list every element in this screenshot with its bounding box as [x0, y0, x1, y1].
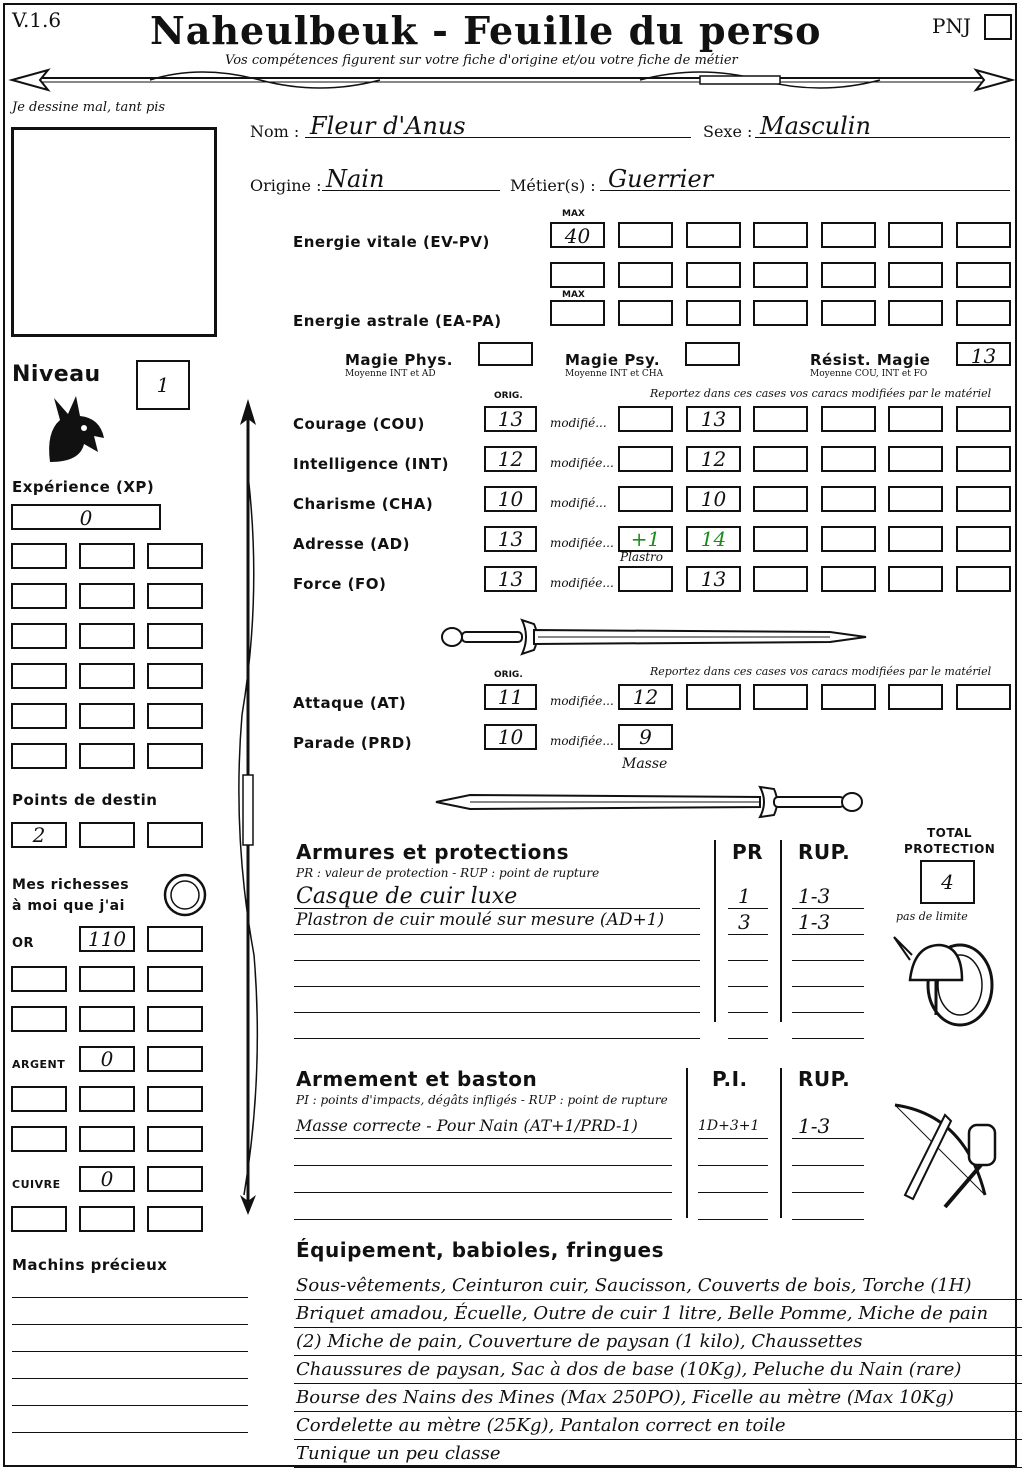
- ea-label: Energie astrale (EA-PA): [293, 312, 502, 330]
- destin-box[interactable]: 2: [11, 822, 67, 848]
- carac-mod-label: modifiée...: [550, 576, 614, 590]
- money-box[interactable]: [79, 966, 135, 992]
- carac-mod-note: Plastro: [620, 550, 664, 564]
- machins-line[interactable]: [12, 1432, 248, 1433]
- equipement-line[interactable]: [294, 1299, 1022, 1300]
- xp-grid-box[interactable]: [11, 743, 67, 769]
- armure-rup[interactable]: 1-3: [798, 884, 831, 908]
- xp-grid-box[interactable]: [147, 623, 203, 649]
- carac-extra-box[interactable]: [821, 486, 876, 512]
- sexe-underline: [755, 137, 1010, 138]
- equipement-text[interactable]: Tunique un peu classe: [296, 1443, 501, 1464]
- arme-rup-line: [792, 1192, 864, 1193]
- niveau-label: Niveau: [12, 362, 101, 387]
- carac-mod-box[interactable]: [618, 486, 673, 512]
- carac-extra-box[interactable]: [753, 446, 808, 472]
- armure-rup-line: [792, 908, 864, 909]
- carac-extra-box[interactable]: [753, 406, 808, 432]
- money-box[interactable]: [147, 1206, 203, 1232]
- armures-col-divider-2: [780, 840, 782, 1022]
- xp-grid-box[interactable]: [147, 743, 203, 769]
- carac-mod-label: modifiée...: [550, 456, 614, 470]
- armement-title: Armement et baston: [296, 1067, 538, 1091]
- xp-grid-box[interactable]: [11, 703, 67, 729]
- machins-line[interactable]: [12, 1405, 248, 1406]
- carac-extra-box[interactable]: [956, 406, 1011, 432]
- ev-box[interactable]: [888, 262, 943, 288]
- orig-label: ORIG.: [494, 391, 523, 401]
- portrait-box[interactable]: [11, 127, 217, 337]
- xp-grid-box[interactable]: [79, 543, 135, 569]
- ev-box[interactable]: [618, 222, 673, 248]
- xp-grid-box[interactable]: [11, 663, 67, 689]
- metier-underline: [600, 190, 1010, 191]
- resist-magie-box[interactable]: 13: [956, 342, 1011, 366]
- armure-pr-line: [728, 1012, 768, 1013]
- xp-grid-box[interactable]: [147, 583, 203, 609]
- armure-line[interactable]: [294, 1012, 700, 1013]
- ev-max-label: MAX: [562, 209, 585, 219]
- argent-label: ARGENT: [12, 1058, 66, 1071]
- origine-label: Origine :: [250, 176, 322, 195]
- money-box[interactable]: [11, 1206, 67, 1232]
- machins-line[interactable]: [12, 1378, 248, 1379]
- armures-rup-label: RUP.: [798, 840, 851, 864]
- total-label-1: TOTAL: [927, 826, 973, 840]
- destin-label: Points de destin: [12, 791, 158, 809]
- combat-extra-box[interactable]: [686, 684, 741, 710]
- equipement-line[interactable]: [294, 1439, 1022, 1440]
- armure-rup-line: [792, 934, 864, 935]
- or-box[interactable]: 110: [79, 926, 135, 952]
- ev-box[interactable]: [753, 222, 808, 248]
- xp-grid-box[interactable]: [79, 583, 135, 609]
- carac-label: Adresse (AD): [293, 535, 410, 553]
- armures-title: Armures et protections: [296, 840, 570, 864]
- armure-line[interactable]: [294, 1038, 700, 1039]
- magie-psy-note: Moyenne INT et CHA: [565, 369, 664, 379]
- xp-grid-box[interactable]: [79, 663, 135, 689]
- armure-rup[interactable]: 1-3: [798, 910, 831, 934]
- arme-line[interactable]: [294, 1219, 672, 1220]
- money-box[interactable]: [11, 966, 67, 992]
- origine-value[interactable]: Nain: [326, 165, 385, 193]
- xp-grid-box[interactable]: [79, 623, 135, 649]
- carac-extra-box[interactable]: [753, 566, 808, 592]
- argent-box[interactable]: [147, 1046, 203, 1072]
- metier-value[interactable]: Guerrier: [608, 165, 714, 193]
- crossed-weapons-icon: [885, 1095, 1005, 1215]
- ev-box[interactable]: [888, 222, 943, 248]
- ev-box[interactable]: [686, 222, 741, 248]
- carac-value-box[interactable]: 13: [686, 566, 741, 592]
- carac-extra-box[interactable]: [888, 566, 943, 592]
- armement-col-divider-1: [686, 1068, 688, 1218]
- equipement-line[interactable]: [294, 1383, 1022, 1384]
- richesses-label-1: Mes richesses: [12, 877, 130, 893]
- carac-mod-box[interactable]: [618, 446, 673, 472]
- armure-pr[interactable]: 3: [738, 910, 751, 934]
- carac-extra-box[interactable]: [956, 566, 1011, 592]
- magie-phys-note: Moyenne INT et AD: [345, 369, 436, 379]
- vertical-spear-icon: [228, 395, 268, 1235]
- carac-mod-box[interactable]: [618, 406, 673, 432]
- nom-underline: [305, 137, 691, 138]
- equipement-text[interactable]: (2) Miche de pain, Couverture de paysan (1 kilo), Chaussettes: [296, 1331, 863, 1352]
- combat-mod-label: modifiée...: [550, 694, 614, 708]
- magie-phys-label: Magie Phys.: [345, 351, 453, 369]
- ev-box[interactable]: [821, 262, 876, 288]
- carac-value-box[interactable]: 13: [686, 406, 741, 432]
- armure-name[interactable]: Casque de cuir luxe: [296, 884, 518, 909]
- carac-extra-box[interactable]: [888, 526, 943, 552]
- money-box[interactable]: [79, 1126, 135, 1152]
- armure-pr-line: [728, 908, 768, 909]
- armures-col-divider-1: [714, 840, 716, 1022]
- machins-label: Machins précieux: [12, 1256, 168, 1274]
- dragon-icon: [40, 392, 110, 467]
- combat-orig-box[interactable]: 11: [484, 684, 537, 710]
- combat-extra-box[interactable]: [821, 684, 876, 710]
- money-box[interactable]: [147, 1086, 203, 1112]
- ev-box[interactable]: [550, 262, 605, 288]
- ea-box[interactable]: [956, 300, 1011, 326]
- resist-magie-label: Résist. Magie: [810, 351, 931, 369]
- arme-line[interactable]: [294, 1165, 672, 1166]
- carac-extra-box[interactable]: [821, 406, 876, 432]
- equipement-text[interactable]: Cordelette au mètre (25Kg), Pantalon correct en toile: [296, 1415, 786, 1436]
- xp-grid-box[interactable]: [147, 663, 203, 689]
- ev-box[interactable]: [753, 262, 808, 288]
- carac-orig-box[interactable]: 13: [484, 526, 537, 552]
- carac-label: Force (FO): [293, 575, 387, 593]
- destin-box[interactable]: [79, 822, 135, 848]
- equipement-line[interactable]: [294, 1327, 1022, 1328]
- carac-extra-box[interactable]: [956, 446, 1011, 472]
- armure-pr[interactable]: 1: [738, 884, 751, 908]
- arme-line[interactable]: [294, 1192, 672, 1193]
- ea-max-box[interactable]: [550, 300, 605, 326]
- pr-label: PR: [732, 840, 764, 864]
- resist-magie-note: Moyenne COU, INT et FO: [810, 369, 928, 379]
- xp-grid-box[interactable]: [147, 543, 203, 569]
- equipement-line[interactable]: [294, 1355, 1022, 1356]
- carac-label: Intelligence (INT): [293, 455, 449, 473]
- coin-icon: [162, 872, 208, 918]
- arme-name[interactable]: Masse correcte - Pour Nain (AT+1/PRD-1): [296, 1116, 638, 1135]
- xp-label: Expérience (XP): [12, 478, 155, 496]
- metier-label: Métier(s) :: [510, 176, 596, 195]
- machins-line[interactable]: [12, 1351, 248, 1352]
- nom-label: Nom :: [250, 122, 300, 141]
- money-box[interactable]: [11, 1126, 67, 1152]
- magie-phys-box[interactable]: [478, 342, 533, 366]
- pnj-label: PNJ: [932, 14, 971, 38]
- xp-grid-box[interactable]: [79, 703, 135, 729]
- ea-max-label: MAX: [562, 290, 585, 300]
- destin-box[interactable]: [147, 822, 203, 848]
- origine-underline: [322, 190, 500, 191]
- page-title: Naheulbeuk - Feuille du perso: [150, 8, 822, 53]
- combat-orig-label: ORIG.: [494, 670, 523, 680]
- carac-value-box[interactable]: 10: [686, 486, 741, 512]
- ea-box[interactable]: [618, 300, 673, 326]
- sexe-label: Sexe :: [703, 122, 753, 141]
- combat-label: Attaque (AT): [293, 694, 407, 712]
- armure-name[interactable]: Plastron de cuir moulé sur mesure (AD+1): [296, 910, 665, 930]
- armure-line[interactable]: [294, 986, 700, 987]
- sword-icon: [430, 610, 870, 660]
- nom-value[interactable]: Fleur d'Anus: [310, 112, 466, 140]
- arme-rup-line: [792, 1219, 864, 1220]
- carac-extra-box[interactable]: [956, 486, 1011, 512]
- combat-extra-box[interactable]: [753, 684, 808, 710]
- cuivre-label: CUIVRE: [12, 1178, 61, 1191]
- carac-extra-box[interactable]: [821, 566, 876, 592]
- carac-orig-box[interactable]: 13: [484, 566, 537, 592]
- carac-mod-label: modifiée...: [550, 536, 614, 550]
- money-box[interactable]: [11, 1006, 67, 1032]
- ev-box[interactable]: [686, 262, 741, 288]
- armement-note: PI : points d'impacts, dégâts infligés - RUP : point de rupture: [296, 1093, 668, 1107]
- armure-rup-line: [792, 1012, 864, 1013]
- money-box[interactable]: [147, 1126, 203, 1152]
- ea-box[interactable]: [821, 300, 876, 326]
- xp-box[interactable]: 0: [11, 504, 161, 530]
- arme-rup-line: [792, 1165, 864, 1166]
- equipement-title: Équipement, babioles, fringues: [296, 1238, 665, 1262]
- armure-pr-line: [728, 986, 768, 987]
- combat-mod-box[interactable]: 9: [618, 724, 673, 750]
- version-label: V.1.6: [12, 8, 62, 32]
- ev-box[interactable]: [821, 222, 876, 248]
- carac-extra-box[interactable]: [821, 446, 876, 472]
- limit-note: pas de limite: [896, 910, 968, 923]
- armure-pr-line: [728, 1038, 768, 1039]
- equipement-text[interactable]: Chaussures de paysan, Sac à dos de base (10Kg), Peluche du Nain (rare): [296, 1359, 962, 1380]
- magie-psy-label: Magie Psy.: [565, 351, 661, 369]
- spear-divider-icon: [0, 0, 1024, 110]
- ev-label: Energie vitale (EV-PV): [293, 233, 490, 251]
- equipement-line[interactable]: [294, 1411, 1022, 1412]
- subtitle: Vos compétences figurent sur votre fiche d'origine et/ou votre fiche de métier: [225, 53, 738, 68]
- ev-box[interactable]: [618, 262, 673, 288]
- richesses-label-2: à moi que j'ai: [12, 898, 125, 914]
- money-box[interactable]: [147, 966, 203, 992]
- combat-extra-box[interactable]: [956, 684, 1011, 710]
- armure-pr-line: [728, 934, 768, 935]
- combat-mod-label: modifiée...: [550, 734, 614, 748]
- arme-pi-line: [698, 1192, 768, 1193]
- cuivre-box[interactable]: 0: [79, 1166, 135, 1192]
- carac-extra-box[interactable]: [888, 486, 943, 512]
- equipement-text[interactable]: Sous-vêtements, Ceinturon cuir, Saucisson, Couverts de bois, Torche (1H): [296, 1275, 972, 1296]
- portrait-caption: Je dessine mal, tant pis: [12, 100, 166, 115]
- money-box[interactable]: [11, 1086, 67, 1112]
- arme-pi[interactable]: 1D+3+1: [698, 1118, 760, 1134]
- ea-box[interactable]: [753, 300, 808, 326]
- xp-grid-box[interactable]: [11, 543, 67, 569]
- arme-rup-line: [792, 1138, 864, 1139]
- total-protection-box[interactable]: 4: [920, 860, 975, 904]
- carac-mod-label: modifié...: [550, 496, 607, 510]
- armure-rup-line: [792, 960, 864, 961]
- carac-value-box[interactable]: 12: [686, 446, 741, 472]
- arme-line[interactable]: [294, 1138, 672, 1139]
- equipement-text[interactable]: Briquet amadou, Écuelle, Outre de cuir 1 litre, Belle Pomme, Miche de pain: [296, 1303, 989, 1324]
- armure-line[interactable]: [294, 934, 700, 935]
- arme-rup[interactable]: 1-3: [798, 1114, 831, 1138]
- carac-label: Charisme (CHA): [293, 495, 434, 513]
- or-box[interactable]: [147, 926, 203, 952]
- xp-grid-box[interactable]: [11, 623, 67, 649]
- caracs-report-note: Reportez dans ces cases vos caracs modifiées par le matériel: [650, 387, 992, 400]
- carac-extra-box[interactable]: [821, 526, 876, 552]
- carac-label: Courage (COU): [293, 415, 425, 433]
- combat-mod-box[interactable]: 12: [618, 684, 673, 710]
- equipement-text[interactable]: Bourse des Nains des Mines (Max 250PO), Ficelle au mètre (Max 10Kg): [296, 1387, 954, 1408]
- combat-report-note: Reportez dans ces cases vos caracs modifiées par le matériel: [650, 665, 992, 678]
- carac-mod-box[interactable]: +1: [618, 526, 673, 552]
- combat-orig-box[interactable]: 10: [484, 724, 537, 750]
- machins-line[interactable]: [12, 1297, 248, 1298]
- carac-mod-label: modifié...: [550, 416, 607, 430]
- arme-pi-line: [698, 1138, 768, 1139]
- carac-extra-box[interactable]: [753, 486, 808, 512]
- ea-box[interactable]: [686, 300, 741, 326]
- armures-note: PR : valeur de protection - RUP : point de rupture: [296, 866, 600, 880]
- armure-line[interactable]: [294, 960, 700, 961]
- ea-box[interactable]: [888, 300, 943, 326]
- money-box[interactable]: [79, 1006, 135, 1032]
- helmet-shield-icon: [890, 925, 1000, 1035]
- money-box[interactable]: [147, 1006, 203, 1032]
- carac-extra-box[interactable]: [956, 526, 1011, 552]
- carac-mod-box[interactable]: [618, 566, 673, 592]
- combat-extra-box[interactable]: [888, 684, 943, 710]
- carac-orig-box[interactable]: 13: [484, 406, 537, 432]
- armement-rup-label: RUP.: [798, 1067, 851, 1091]
- carac-orig-box[interactable]: 12: [484, 446, 537, 472]
- ev-box[interactable]: [956, 262, 1011, 288]
- xp-grid-box[interactable]: [79, 743, 135, 769]
- pi-label: P.I.: [712, 1067, 748, 1091]
- sword-icon-2: [430, 775, 870, 825]
- argent-box[interactable]: 0: [79, 1046, 135, 1072]
- carac-orig-box[interactable]: 10: [484, 486, 537, 512]
- armure-rup-line: [792, 1038, 864, 1039]
- niveau-box[interactable]: 1: [136, 360, 190, 410]
- machins-line[interactable]: [12, 1324, 248, 1325]
- xp-grid-box[interactable]: [147, 703, 203, 729]
- xp-grid-box[interactable]: [11, 583, 67, 609]
- carac-value-box[interactable]: 14: [686, 526, 741, 552]
- ev-max-box[interactable]: 40: [550, 222, 605, 248]
- total-label-2: PROTECTION: [904, 842, 996, 856]
- cuivre-box[interactable]: [147, 1166, 203, 1192]
- magie-psy-box[interactable]: [685, 342, 740, 366]
- arme-pi-line: [698, 1219, 768, 1220]
- money-box[interactable]: [79, 1086, 135, 1112]
- armement-col-divider-2: [780, 1068, 782, 1218]
- equipement-line[interactable]: [294, 1467, 1022, 1468]
- armure-rup-line: [792, 986, 864, 987]
- masse-note: Masse: [622, 756, 668, 772]
- carac-extra-box[interactable]: [888, 406, 943, 432]
- or-label: OR: [12, 936, 35, 951]
- armure-pr-line: [728, 960, 768, 961]
- carac-extra-box[interactable]: [753, 526, 808, 552]
- arme-pi-line: [698, 1165, 768, 1166]
- ev-box[interactable]: [956, 222, 1011, 248]
- money-box[interactable]: [79, 1206, 135, 1232]
- combat-label: Parade (PRD): [293, 734, 413, 752]
- carac-extra-box[interactable]: [888, 446, 943, 472]
- sexe-value[interactable]: Masculin: [760, 112, 871, 140]
